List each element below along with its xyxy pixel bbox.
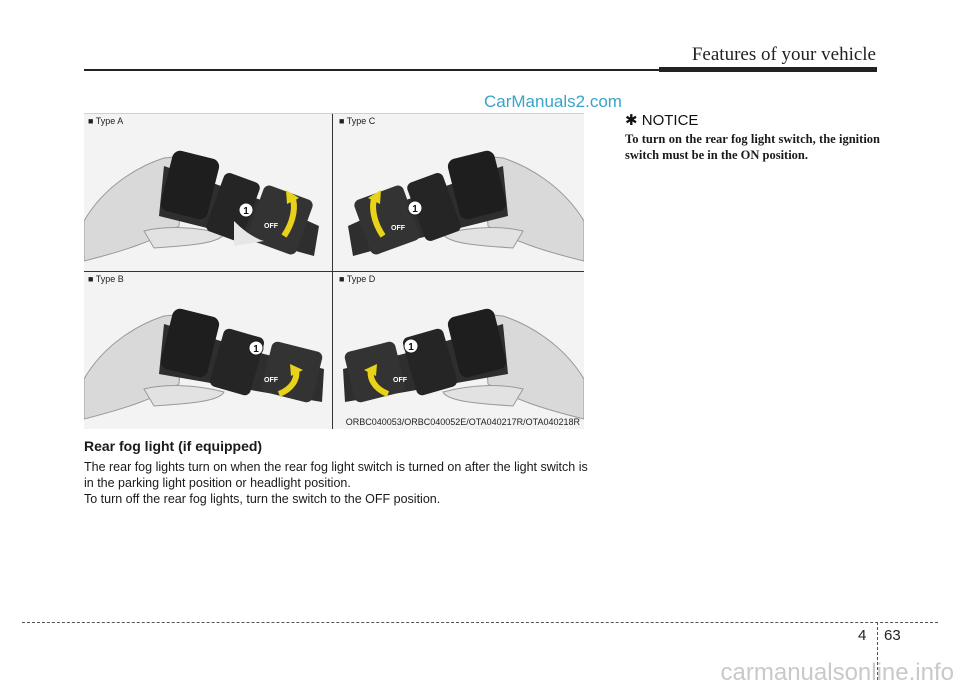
off-marker-type-b: OFF: [264, 377, 278, 384]
watermark-bottom[interactable]: carmanualsonline.info: [720, 659, 954, 686]
callout-1-type-b: 1: [253, 344, 259, 355]
callout-1-type-c: 1: [412, 204, 418, 215]
notice-heading: [625, 111, 698, 129]
notice-asterisk-icon: ✱: [625, 112, 638, 129]
watermark-top[interactable]: CarManuals2.com: [484, 92, 622, 111]
figure-divider-horizontal: [84, 271, 584, 272]
chapter-number: 4: [858, 627, 867, 644]
page-number: 63: [884, 627, 901, 644]
panel-label-type-d: ■ Type D: [339, 274, 376, 284]
figure-caption: ORBC040053/ORBC040052E/OTA040217R/OTA040218R: [345, 417, 580, 427]
header-title: Features of your vehicle: [691, 44, 876, 65]
body-paragraph-1: The rear fog lights turn on when the rear fog light switch is turned on after the light switch is in the parking light position or headlight position.: [84, 460, 588, 490]
off-marker-type-c: OFF: [391, 225, 405, 232]
header-rule-accent: [659, 67, 877, 72]
panel-label-type-b: ■ Type B: [88, 274, 124, 284]
panel-label-type-a: ■ Type A: [88, 116, 124, 126]
notice-text: To turn on the rear fog light switch, the ignition switch must be in the ON position.: [625, 132, 880, 162]
figure: [84, 113, 584, 429]
panel-label-type-c: ■ Type C: [339, 116, 376, 126]
section-title: Rear fog light (if equipped): [84, 438, 263, 454]
header-rule: [84, 69, 660, 71]
panel-type-a-illustration: [84, 126, 332, 271]
footer-rule: [22, 622, 938, 623]
panel-type-c-illustration: [333, 126, 584, 271]
panel-type-d-illustration: [333, 284, 584, 429]
off-marker-type-a: OFF: [264, 223, 278, 230]
off-marker-type-d: OFF: [393, 377, 407, 384]
body-paragraph-2: To turn off the rear fog lights, turn the switch to the OFF position.: [84, 492, 441, 506]
panel-type-b-illustration: [84, 284, 332, 429]
callout-1-type-a: 1: [243, 206, 249, 217]
callout-1-type-d: 1: [408, 342, 414, 353]
notice-title: NOTICE: [641, 112, 699, 129]
